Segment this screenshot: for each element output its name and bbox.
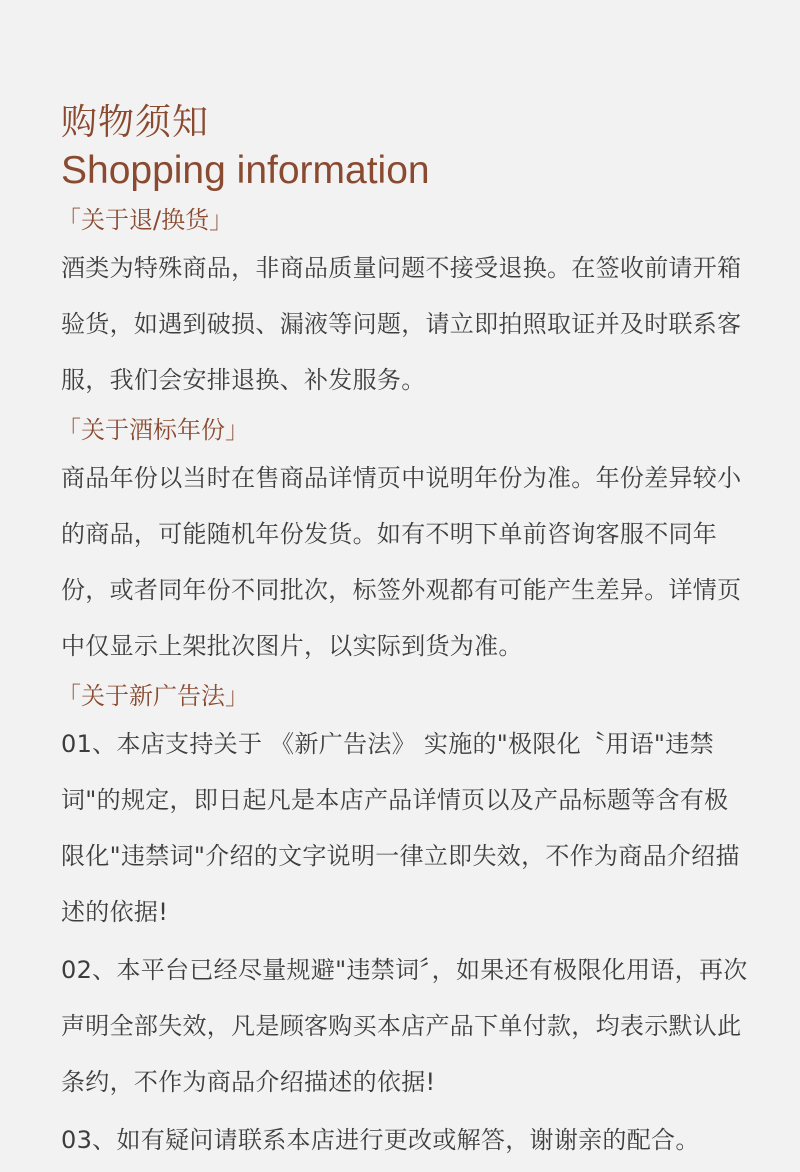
section-body-returns [61,240,751,408]
section-vintage [57,412,751,674]
shopping-info-page [57,100,751,1172]
ad-law-item-03: 03、如有疑问请联系本店进行更改或解答，谢谢亲的配合。 [61,1126,700,1154]
ad-law-item-01: 01、本店支持关于 《新广告法》 实施的"极限化〝用语"违禁词"的规定，即日起凡是本店产品详情页以及产品标题等含有极限化"违禁词"介绍的文字说明一律立即失效，不作为商品介绍描述的依据! [61,730,740,926]
page-title-en: Shopping information [61,149,430,192]
ad-law-item-02: 02、本平台已经尽量规避"违禁词〞，如果还有极限化用语，再次声明全部失效，凡是顾客购买本店产品下单付款，均表示默认此条约，不作为商品介绍描述的依据! [61,956,748,1096]
section-heading-ad-law: 「关于新广告法」 [57,682,249,710]
section-ad-law [57,678,751,1168]
section-heading-returns: 「关于退/换货」 [57,206,234,234]
vintage-paragraph: 商品年份以当时在售商品详情页中说明年份为准。年份差异较小的商品，可能随机年份发货。如有不明下单前咨询客服不同年份，或者同年份不同批次，标签外观都有可能产生差异。详情页中仅显示上架批次图片，以实际到货为准。 [61,464,742,660]
section-body-vintage [61,450,751,674]
section-heading-vintage: 「关于酒标年份」 [57,416,249,444]
section-body-ad-law [61,716,751,1168]
section-returns [57,202,751,408]
page-title-cn: 购物须知 [61,102,210,143]
returns-paragraph: 酒类为特殊商品，非商品质量问题不接受退换。在签收前请开箱验货，如遇到破损、漏液等问题，请立即拍照取证并及时联系客服，我们会安排退换、补发服务。 [61,254,742,394]
